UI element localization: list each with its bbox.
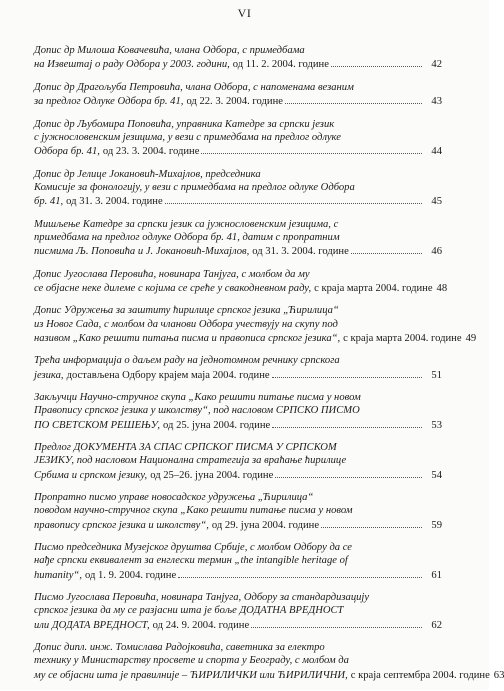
toc-entry-last-line xyxy=(34,518,442,532)
toc-entry-title-line: се објасне неке дилеме с којима се среће у свакодневном раду, xyxy=(34,282,312,294)
toc-entry xyxy=(34,304,477,345)
toc-entry-date: од 11. 2. 2004. године xyxy=(232,59,329,71)
toc-page-number: 42 xyxy=(431,59,442,71)
leader-dots xyxy=(165,194,422,204)
toc-entry-title-line: Допис др Милоша Ковачевића, члана Одбора, с примедбама xyxy=(34,45,305,56)
toc-entry-title-line: на Извештај о раду Одбора у 2003. години, xyxy=(34,59,230,71)
toc-entry-date: с краја септембра 2004. године xyxy=(350,669,490,681)
toc-page-number: 43 xyxy=(431,96,442,107)
toc-entry-date: од 1. 9. 2004. године xyxy=(84,569,177,581)
toc-page-number: 44 xyxy=(431,146,442,157)
toc-entry-title-line: Допис дипл. инж. Томислава Радојковића, саветника за електро xyxy=(34,642,325,654)
toc-entry-title-line: ЈЕЗИКУ, под насловом Национална стратегија за враћање ћирилице xyxy=(34,455,347,467)
toc-entry xyxy=(34,118,442,159)
leader-dots xyxy=(178,568,422,578)
toc-entry xyxy=(34,81,442,108)
toc-entry-last-line xyxy=(34,94,442,108)
toc-entry-title-line: Трећа информација о даљем раду на једнотомном речнику српскога xyxy=(34,355,340,367)
toc-entry-title-line: ПО СВЕТСКОМ РЕШЕЊУ, xyxy=(34,419,161,431)
toc-entry-title-line: Допис др Драгољуба Петровића, члана Одбора, с напоменама везаним xyxy=(34,81,354,93)
toc-page-number: 51 xyxy=(431,369,442,381)
toc-entry-date: од 31. 3. 2004. године xyxy=(252,246,349,257)
toc-entry-last-line xyxy=(34,668,504,682)
toc-entry-last-line xyxy=(34,568,442,582)
toc-entry-title-line: Србима и српском језику, xyxy=(34,469,148,481)
toc-entry xyxy=(34,641,504,682)
toc-entry-title-line: Допис Југослава Перовића, новинара Танјуга, с молбом да му xyxy=(34,268,310,280)
toc-entry-date: од 23. 3. 2004. године xyxy=(102,146,200,157)
toc-entry-title-line: Допис Удружења за заштиту ћирилице српског језика „Ћирилица“ xyxy=(34,305,339,317)
toc-entry-title-line: примедбама на предлог одлуке Одбора бр. 41, датим с пропратним xyxy=(34,231,340,243)
toc-entry-title-line: поводом научно-стручног скупа „Како решити питање писма у новом xyxy=(34,505,353,517)
toc-entry xyxy=(34,541,442,582)
leader-dots xyxy=(321,518,422,528)
toc-entry-title-line: српског језика да му се разјасни шта је боље ДОДАТНА ВРЕДНОСТ xyxy=(34,605,344,617)
toc-page-number: 62 xyxy=(431,619,442,631)
toc-entry xyxy=(34,391,442,432)
leader-dots xyxy=(331,57,422,67)
toc-entry-title-line: или ДОДАТА ВРЕДНОСТ, xyxy=(34,619,150,631)
toc-entry-title-line: језика, xyxy=(34,369,64,381)
toc-page-number: 59 xyxy=(431,519,442,531)
page-number: VI xyxy=(237,6,252,20)
toc-page-number: 61 xyxy=(431,569,442,581)
toc-entry-last-line xyxy=(34,331,477,345)
toc-entry-last-line xyxy=(34,144,442,158)
toc-entry xyxy=(34,591,442,632)
toc-entry-title-line: Допис др Јелице Јокановић-Михајлов, председника xyxy=(34,168,261,180)
toc-entry-title-line: Мишљење Катедре за српски језик са јужнословенским језицима, с xyxy=(34,218,339,230)
toc-entry-title-line: бр. 41, xyxy=(34,196,64,207)
toc-entry xyxy=(34,441,442,482)
toc-page-number: 63 xyxy=(493,669,504,681)
toc-entry-title-line: Допис др Љубомира Поповића, управника Катедре за српски језик xyxy=(34,118,335,130)
toc-entry-date: од 31. 3. 2004. године xyxy=(66,196,163,207)
toc-entry-date: од 24. 9. 2004. године xyxy=(152,619,250,631)
toc-entry-title-line: нађе српски еквивалент за енглески термин „the intangible heritage of xyxy=(34,555,348,567)
toc-entry-date: од 25. јуна 2004. године xyxy=(163,419,271,431)
toc-entry xyxy=(34,168,442,209)
toc-page-number: 46 xyxy=(431,246,442,257)
toc-entry-title-line: за предлог Одлуке Одбора бр. 41, xyxy=(34,96,184,107)
toc-page-number: 53 xyxy=(431,419,442,431)
toc-entry-title-line: правопису српског језика и школству“, xyxy=(34,519,209,531)
toc-entry-title-line: називом „Како решити питања писма и правописа српског језика“, xyxy=(34,332,341,344)
leader-dots xyxy=(272,368,422,378)
toc-entry-last-line xyxy=(34,281,448,295)
toc-entry-title-line: писмима Љ. Поповића и Ј. Јокановић-Михајлов, xyxy=(34,246,250,257)
toc-entry-last-line xyxy=(34,618,442,632)
toc-entry-date: с краја марта 2004. године xyxy=(343,332,462,344)
toc-entry-last-line xyxy=(34,194,442,208)
leader-dots xyxy=(275,468,422,478)
toc-entry-title-line: му се објасни шта је правилније – ЋИРИЛИЧКИ или ЋИРИЛИЧНИ, xyxy=(34,669,348,681)
toc-entry-title-line: Пропратно писмо управе новосадског удружења „Ћирилица“ xyxy=(34,492,314,504)
toc-entry xyxy=(34,218,442,259)
toc-entry-title-line: из Новог Сада, с молбом да чланови Одбора учествују на скупу под xyxy=(34,318,338,330)
toc-entry xyxy=(34,268,448,295)
toc-entry-title-line: Предлог ДОКУМЕНТА ЗА СПАС СРПСКОГ ПИСМА У СРПСКОМ xyxy=(34,442,337,454)
leader-dots xyxy=(272,418,422,428)
toc-entry-title-line: humanity“, xyxy=(34,569,82,581)
toc-page-number: 54 xyxy=(431,469,442,481)
toc-page-number: 48 xyxy=(436,282,448,294)
toc-entry-title-line: Закључци Научно-стручног скупа „Како решити питање писма у новом xyxy=(34,392,361,404)
toc-entry-title-line: Правопису српског језика у школству“, под насловом СРПСКО ПИСМО xyxy=(34,405,360,417)
toc-entry-date: од 22. 3. 2004. године xyxy=(186,96,283,107)
toc-entry xyxy=(34,354,442,381)
toc-entry-title-line: Писмо Југослава Перовића, новинара Танјуга, Одбору за стандардизацију xyxy=(34,592,370,604)
toc-page-number: 45 xyxy=(431,196,442,207)
toc-entry-title-line: с јужнословенским језицима, у вези с примедбама на предлог одлуке xyxy=(34,131,341,143)
toc-entry-last-line xyxy=(34,368,442,382)
toc-page-number: 49 xyxy=(465,332,477,344)
toc-entry-last-line xyxy=(34,468,442,482)
toc-entry-date: достављена Одбору крајем маја 2004. године xyxy=(66,369,270,381)
toc-entry-title-line: Писмо председника Музејског друштва Србије, с молбом Одбору да се xyxy=(34,542,353,554)
toc-entry-title-line: Одбора бр. 41, xyxy=(34,146,100,157)
toc-entry-date: с краја марта 2004. године xyxy=(314,282,433,294)
toc-entry-last-line xyxy=(34,57,442,71)
leader-dots xyxy=(285,94,422,104)
toc-entry-date: од 29. јуна 2004. године xyxy=(211,519,320,531)
toc-entry xyxy=(34,44,442,71)
leader-dots xyxy=(251,618,422,628)
toc-entry-last-line xyxy=(34,244,442,258)
toc-entry-date: од 25–26. јуна 2004. године xyxy=(150,469,274,481)
leader-dots xyxy=(351,244,422,254)
toc-entry-last-line xyxy=(34,418,442,432)
table-of-contents xyxy=(34,44,504,691)
toc-entry-title-line: Комисије за фонологију, у вези с примедбама на предлог одлуке Одбора xyxy=(34,181,355,193)
leader-dots xyxy=(201,144,422,154)
toc-entry-title-line: технику у Министарству просвете и спорта у Београду, с молбом да xyxy=(34,655,349,667)
toc-entry xyxy=(34,491,442,532)
